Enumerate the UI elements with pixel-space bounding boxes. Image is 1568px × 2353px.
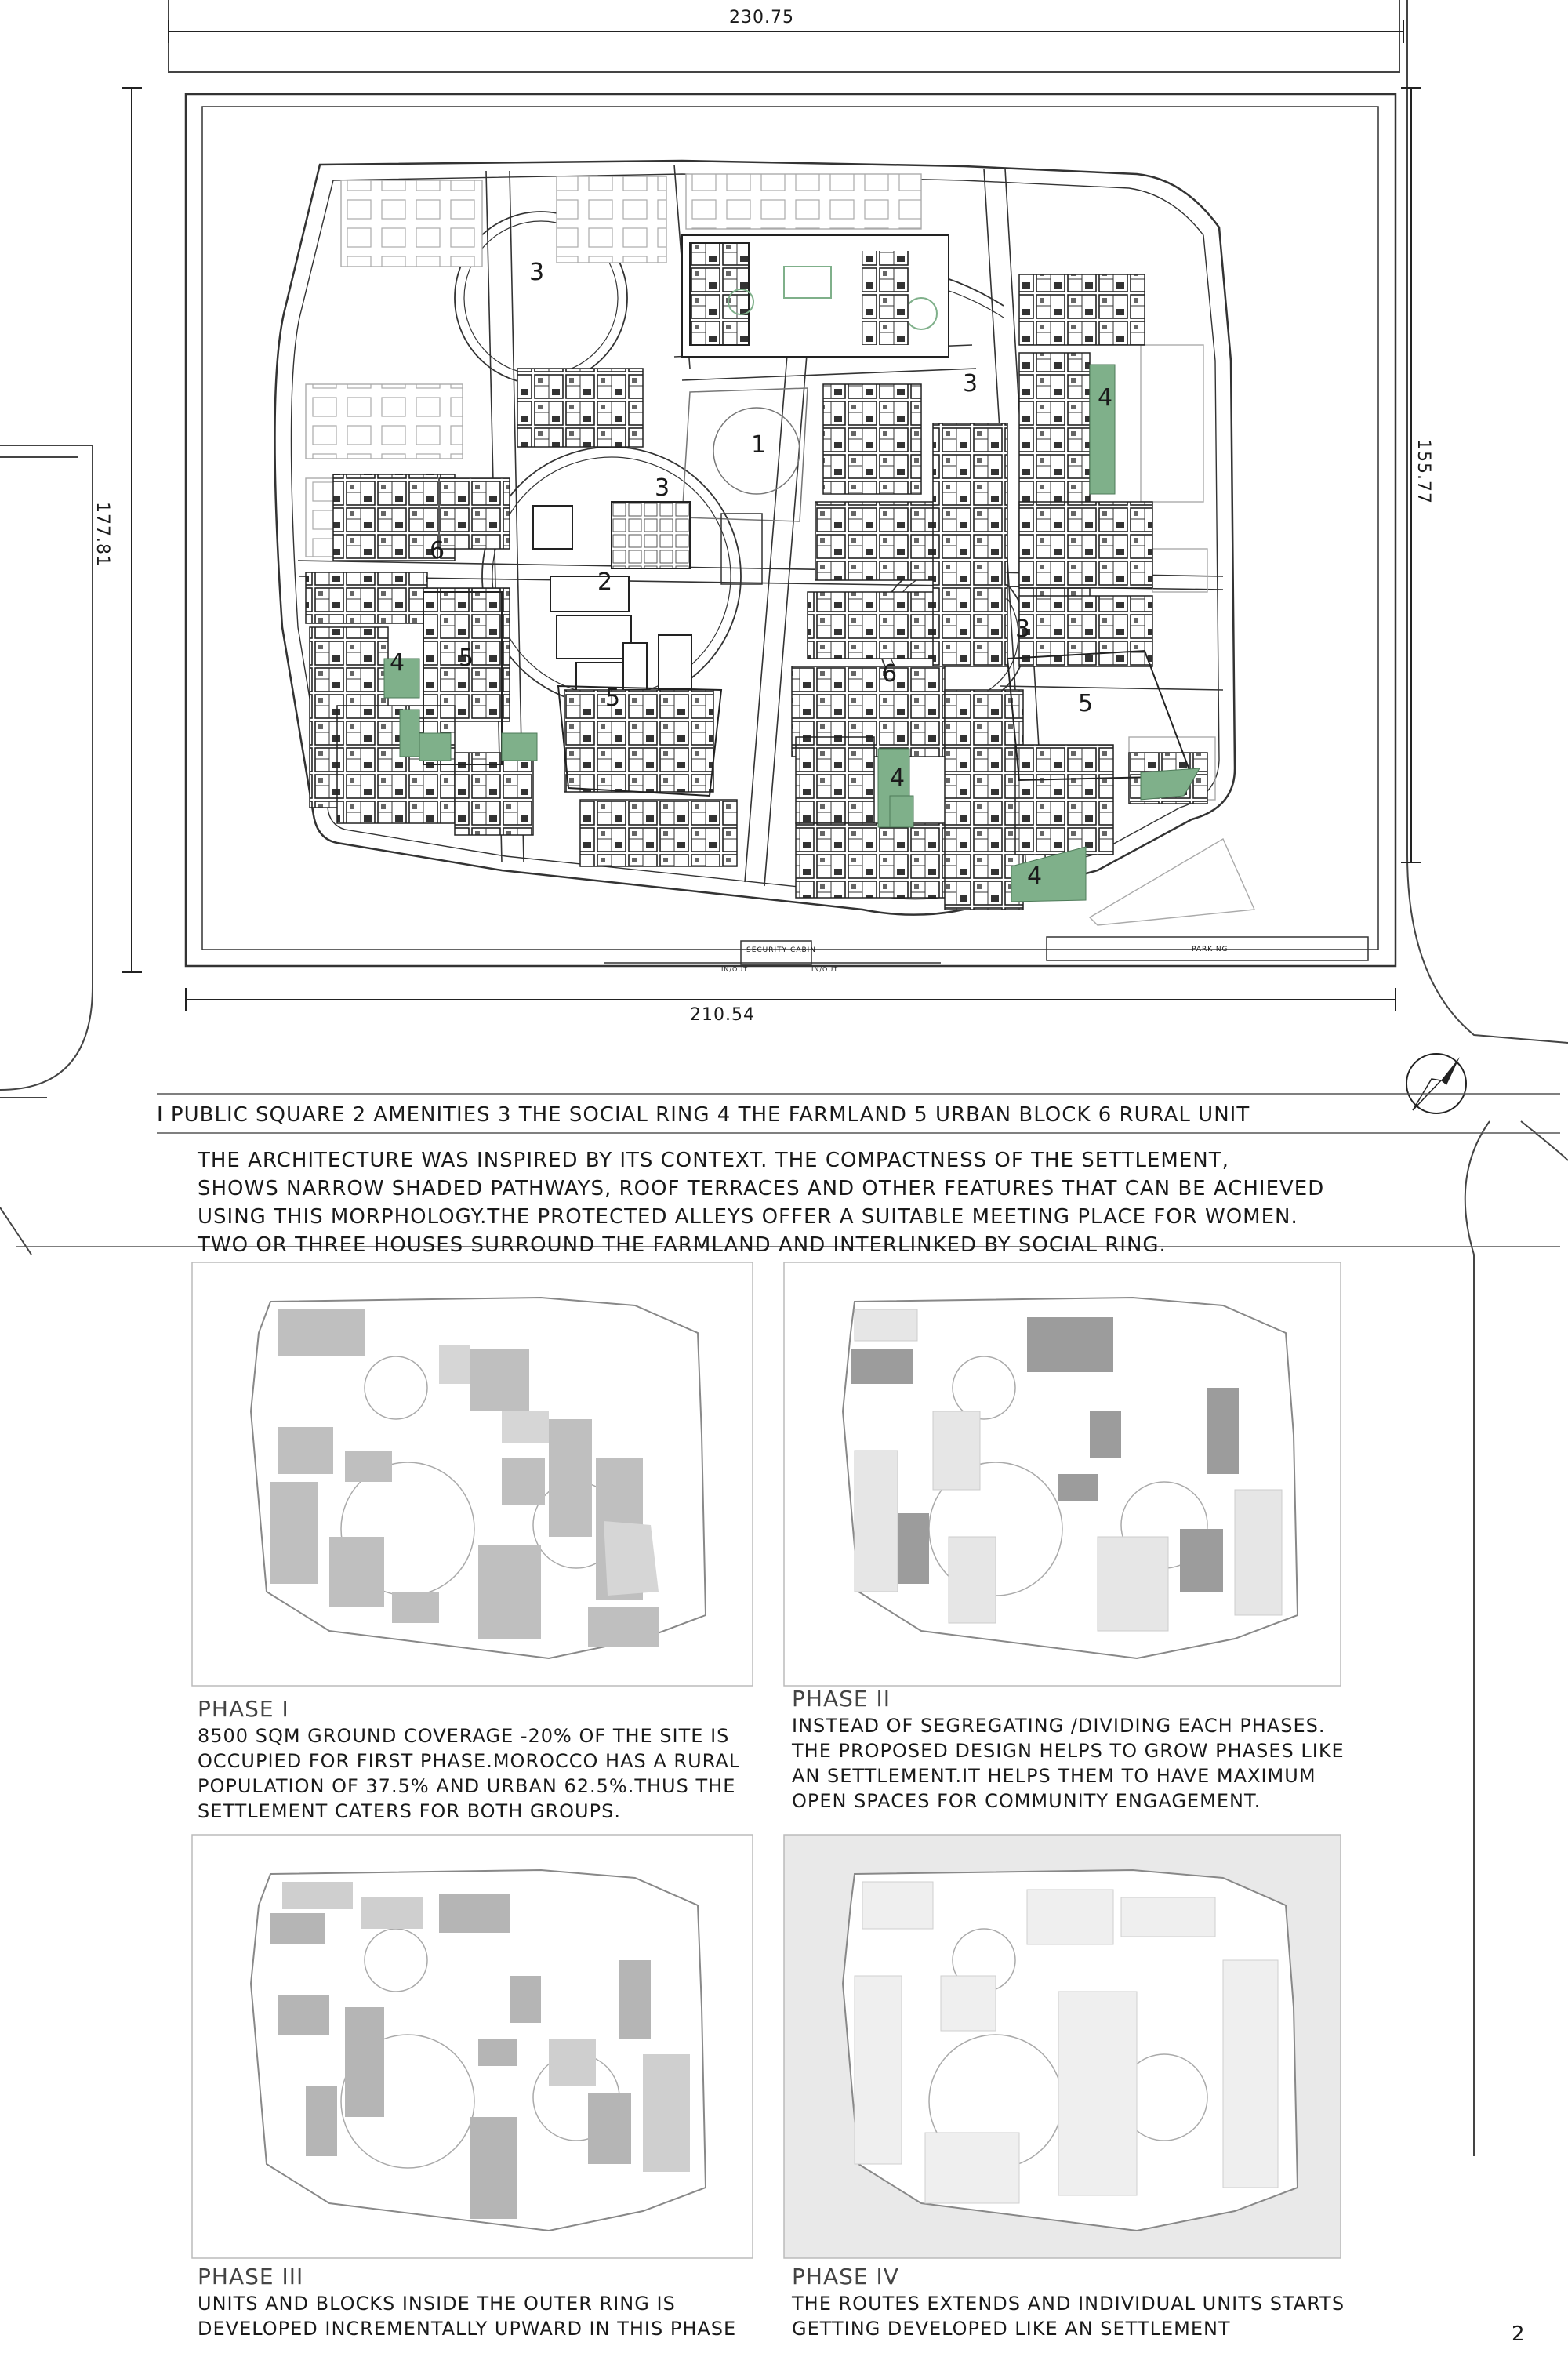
phase-text-line: DEVELOPED INCREMENTALLY UPWARD IN THIS PHASE [198,2318,737,2340]
in-out-label-2: IN/OUT [811,966,839,973]
phase-text-line: OPEN SPACES FOR COMMUNITY ENGAGEMENT. [792,1790,1261,1812]
zone-label-urban-block: 5 [605,684,622,712]
description-line: SHOWS NARROW SHADED PATHWAYS, ROOF TERRACES AND OTHER FEATURES THAT CAN BE ACHIEVED [198,1177,1325,1200]
security-cabin-label: SECURITY CABIN [746,946,817,954]
plan-legend: I PUBLIC SQUARE 2 AMENITIES 3 THE SOCIAL RING 4 THE FARMLAND 5 URBAN BLOCK 6 RURAL UNIT [157,1103,1250,1127]
dimension-bottom: 210.54 [690,1005,755,1025]
description-line: TWO OR THREE HOUSES SURROUND THE FARMLAND AND INTERLINKED BY SOCIAL RING. [198,1233,1167,1257]
phase-text-line: SETTLEMENT CATERS FOR BOTH GROUPS. [198,1800,621,1822]
phase-text-line: GETTING DEVELOPED LIKE AN SETTLEMENT [792,2318,1231,2340]
phase-1-title: PHASE I [198,1696,289,1722]
description-line: THE ARCHITECTURE WAS INSPIRED BY ITS CONTEXT. THE COMPACTNESS OF THE SETTLEMENT, [198,1149,1229,1172]
phase-diagram-4 [784,1835,1341,2258]
phase-text-line: OCCUPIED FOR FIRST PHASE.MOROCCO HAS A RURAL [198,1750,741,1772]
dimension-top: 230.75 [729,8,794,27]
zone-label-farmland: 4 [1098,384,1114,412]
parking-label: PARKING [1192,946,1229,953]
zone-label-social-ring: 3 [655,474,671,502]
in-out-label-1: IN/OUT [721,966,749,973]
zone-label-public-square: 1 [751,431,768,459]
top-urban-block [682,235,949,357]
phase-3-text [198,2291,736,2341]
zone-label-farmland: 4 [890,764,906,792]
phase-2-text [792,1713,1345,1814]
phase-text-line: UNITS AND BLOCKS INSIDE THE OUTER RING IS [198,2293,676,2315]
phase-3-title: PHASE III [198,2264,304,2289]
phase-diagram-3 [192,1835,753,2258]
zone-label-amenities: 2 [597,568,614,596]
dimension-right: 155.77 [1414,439,1433,504]
north-arrow-icon [1406,1054,1466,1113]
description-line: USING THIS MORPHOLOGY.THE PROTECTED ALLEYS OFFER A SUITABLE MEETING PLACE FOR WOMEN. [198,1205,1298,1229]
phase-text-line: THE PROPOSED DESIGN HELPS TO GROW PHASES LIKE [792,1740,1345,1762]
amenities-block [533,502,691,698]
phase-4-text [792,2291,1345,2341]
zone-label-social-ring: 3 [529,259,546,286]
zone-label-urban-block: 5 [459,645,475,672]
zone-label-urban-block: 5 [1078,690,1094,717]
phase-1-text [198,1723,740,1824]
phase-text-line: INSTEAD OF SEGREGATING /DIVIDING EACH PHASES. [792,1715,1326,1737]
phase-4-title: PHASE IV [792,2264,899,2289]
zone-label-farmland: 4 [390,649,406,677]
phase-text-line: POPULATION OF 37.5% AND URBAN 62.5%.THUS THE [198,1775,736,1797]
zone-label-rural-unit: 6 [430,537,446,565]
phase-diagram-1 [192,1262,753,1686]
phase-2-title: PHASE II [792,1686,891,1712]
phase-text-line: THE ROUTES EXTENDS AND INDIVIDUAL UNITS STARTS [792,2293,1345,2315]
description-block [198,1146,1374,1259]
zone-label-social-ring: 3 [1015,615,1032,643]
phase-diagram-2 [784,1262,1341,1686]
page-number: 2 [1512,2322,1525,2346]
zone-label-rural-unit: 6 [882,660,898,688]
phase-text-line: 8500 SQM GROUND COVERAGE -20% OF THE SITE IS [198,1725,730,1747]
entrance-area [604,937,1368,964]
phase-text-line: AN SETTLEMENT.IT HELPS THEM TO HAVE MAXIMUM [792,1765,1316,1787]
zone-label-social-ring: 3 [963,370,979,398]
zone-label-farmland: 4 [1027,862,1044,890]
dimension-left: 177.81 [93,502,112,567]
public-square [682,388,808,584]
